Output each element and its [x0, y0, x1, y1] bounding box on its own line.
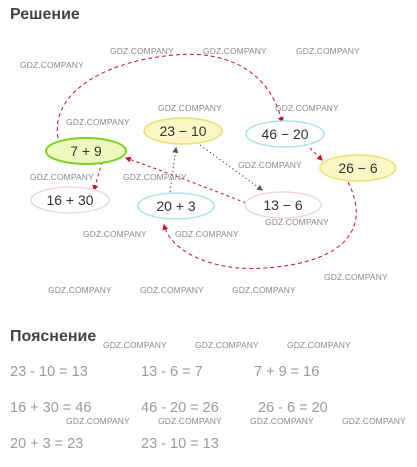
watermark: GDZ.COMPANY [66, 416, 130, 426]
node-46-minus-20 [246, 121, 324, 147]
watermark: GDZ.COMPANY [103, 340, 167, 350]
node-label: 46 − 20 [261, 126, 309, 142]
watermark: GDZ.COMPANY [123, 172, 187, 182]
watermark: GDZ.COMPANY [275, 103, 339, 113]
arrow-46m20-to-26m6 [310, 148, 322, 160]
watermark: GDZ.COMPANY [140, 285, 204, 295]
watermark: GDZ.COMPANY [20, 60, 84, 70]
solution-heading: Решение [10, 6, 80, 23]
equation: 46 - 20 = 26 [141, 400, 219, 416]
equation: 7 + 9 = 16 [254, 364, 320, 380]
node-13-minus-6 [245, 192, 321, 218]
watermark: GDZ.COMPANY [175, 229, 239, 239]
equation: 20 + 3 = 23 [10, 436, 84, 452]
node-label: 26 − 6 [338, 160, 378, 176]
watermark: GDZ.COMPANY [158, 103, 222, 113]
arrow-20p3-to-23m10 [170, 148, 176, 192]
node-23-minus-10 [144, 118, 222, 144]
node-label: 13 − 6 [263, 197, 303, 213]
node-label: 20 + 3 [156, 198, 196, 214]
equation: 26 - 6 = 20 [258, 400, 328, 416]
watermark: GDZ.COMPANY [238, 160, 302, 170]
equation: 13 - 6 = 7 [141, 364, 203, 380]
watermark: GDZ.COMPANY [48, 285, 112, 295]
watermark: GDZ.COMPANY [265, 217, 329, 227]
watermark: GDZ.COMPANY [83, 229, 147, 239]
node-16-plus-30 [31, 187, 109, 213]
node-label: 7 + 9 [70, 143, 102, 159]
watermark: GDZ.COMPANY [232, 285, 296, 295]
watermark: GDZ.COMPANY [203, 46, 267, 56]
arrow-7p9-to-16p30 [94, 162, 102, 190]
watermark: GDZ.COMPANY [30, 172, 94, 182]
equation: 23 - 10 = 13 [10, 364, 88, 380]
node-7-plus-9 [46, 138, 126, 164]
watermark: GDZ.COMPANY [324, 272, 388, 282]
watermark: GDZ.COMPANY [158, 416, 222, 426]
watermark: GDZ.COMPANY [195, 340, 259, 350]
explanation-heading: Пояснение [10, 328, 97, 345]
watermark: GDZ.COMPANY [342, 416, 406, 426]
watermark: GDZ.COMPANY [287, 340, 351, 350]
node-26-minus-6 [320, 155, 396, 181]
watermark: GDZ.COMPANY [250, 416, 314, 426]
equation: 16 + 30 = 46 [10, 400, 92, 416]
watermark: GDZ.COMPANY [66, 117, 130, 127]
node-label: 23 − 10 [159, 123, 207, 139]
node-20-plus-3 [138, 193, 214, 219]
node-label: 16 + 30 [46, 192, 94, 208]
equation: 23 - 10 = 13 [141, 436, 219, 452]
watermark: GDZ.COMPANY [110, 46, 174, 56]
watermark: GDZ.COMPANY [296, 46, 360, 56]
